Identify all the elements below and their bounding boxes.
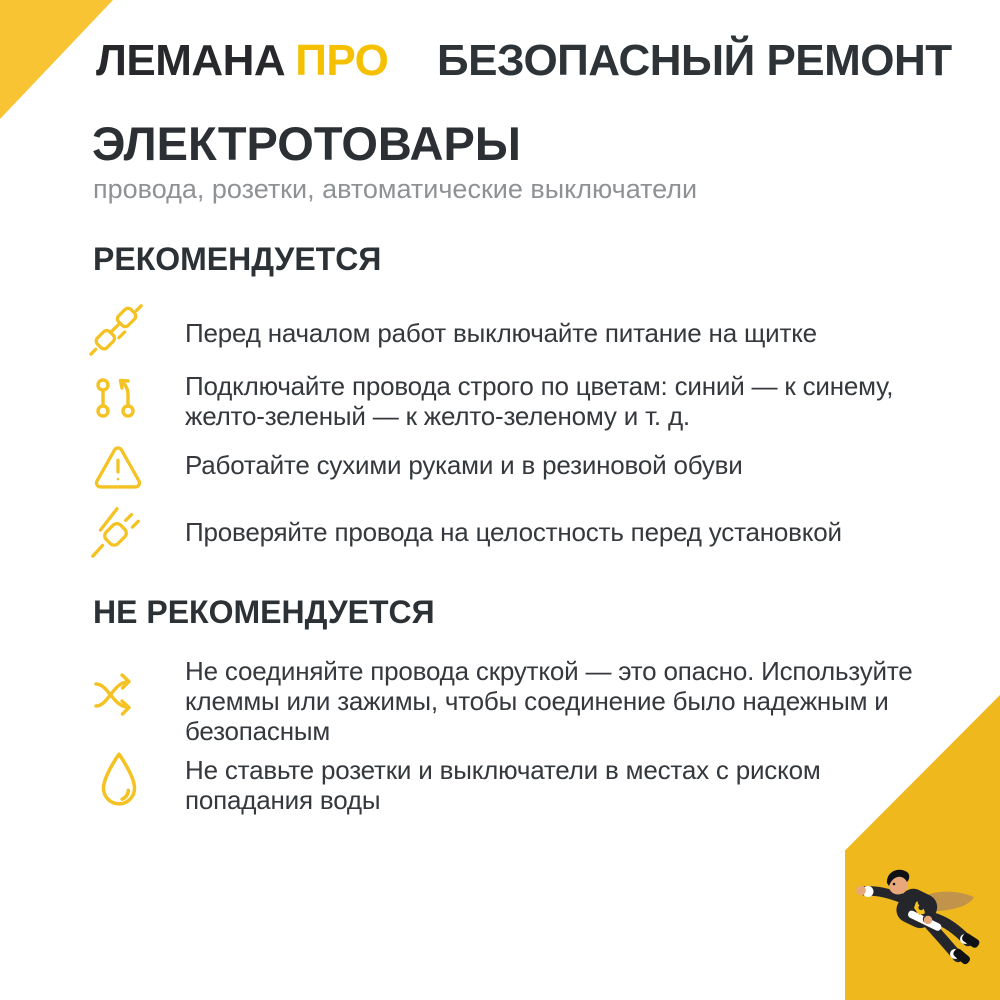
section-not-recommended-heading: НЕ РЕКОМЕНДУЕТСЯ [93,594,435,630]
page-subtitle: провода, розетки, автоматические выключатели [93,174,698,204]
mascot-flying-handyman [850,856,988,984]
recommended-item-1-text: Перед началом работ выключайте питание на щитке [185,318,817,348]
recommended-item-4-text: Проверяйте провода на целостность перед установкой [185,517,842,547]
not-recommended-item-1-text: Не соединяйте провода скруткой — это опасно. Используйте клеммы или зажимы, чтобы соединение было надежным и безопасным [185,656,913,746]
wires-color-match-icon [90,373,142,427]
brand-logo [96,36,388,86]
brand-logo-accent: ПРО [295,36,389,85]
recommended-item-2-text: Подключайте провода строго по цветам: синий — к синему, желто-зеленый — к желто-зеленому и т. д. [185,371,894,431]
damaged-plug-icon [87,502,145,560]
brand-logo-primary: ЛЕМАНА [96,36,286,85]
water-drop-icon [96,749,142,809]
section-recommended-heading: РЕКОМЕНДУЕТСЯ [93,241,382,277]
campaign-title: БЕЗОПАСНЫЙ РЕМОНТ [437,36,952,85]
twisted-wires-icon [91,671,143,719]
not-recommended-item-2-text: Не ставьте розетки и выключатели в местах с риском попадания воды [185,755,821,815]
page-title: ЭЛЕКТРОТОВАРЫ [92,117,521,170]
plug-disconnected-icon [87,301,145,359]
warning-triangle-icon [91,443,145,493]
recommended-item-3-text: Работайте сухими руками и в резиновой обуви [185,450,743,480]
